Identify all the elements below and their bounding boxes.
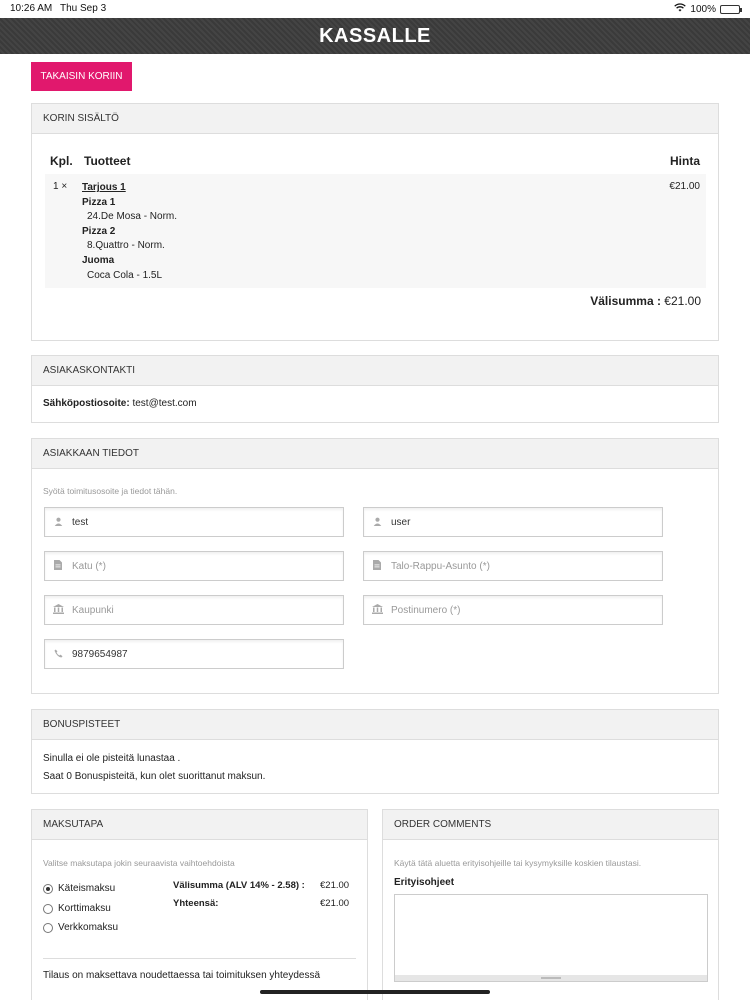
last-name-input[interactable] xyxy=(391,517,651,528)
item-value: 8.Quattro - Norm. xyxy=(87,240,165,252)
option-label: Korttimaksu xyxy=(58,903,111,914)
back-to-cart-button[interactable]: TAKAISIN KORIIN xyxy=(31,62,132,91)
item-label: Pizza 1 xyxy=(82,196,116,208)
postal-input[interactable] xyxy=(391,605,651,616)
option-label: Käteismaksu xyxy=(58,883,116,894)
house-field[interactable] xyxy=(363,551,663,581)
payment-subtotal-label: Välisumma (ALV 14% - 2.58) : xyxy=(173,880,305,891)
item-value: 24.De Mosa - Norm. xyxy=(87,211,178,223)
textarea-resize-handle[interactable] xyxy=(395,975,707,981)
city-field[interactable] xyxy=(44,595,344,625)
option-label: Verkkomaksu xyxy=(58,922,119,933)
cart-subtotal xyxy=(590,294,701,308)
status-right xyxy=(674,3,740,15)
comments-panel xyxy=(382,809,719,1000)
customer-details-panel xyxy=(31,438,719,694)
status-date: Thu Sep 3 xyxy=(60,3,107,14)
item-label: Juoma xyxy=(82,254,115,266)
house-input[interactable] xyxy=(391,561,651,572)
contact-panel xyxy=(31,355,719,423)
col-products: Tuotteet xyxy=(84,154,131,168)
offer-link[interactable]: Tarjous 1 xyxy=(82,182,126,193)
document-icon xyxy=(371,560,383,572)
address-hint: Syötä toimitusosoite ja tiedot tähän. xyxy=(43,486,178,496)
subtotal-label: Välisumma : xyxy=(590,294,661,308)
subtotal-value: €21.00 xyxy=(664,294,701,308)
cart-panel xyxy=(31,103,719,341)
cart-item-details xyxy=(82,181,177,283)
street-field[interactable] xyxy=(44,551,344,581)
payment-option-online[interactable] xyxy=(43,922,118,933)
item-value: Coca Cola - 1.5L xyxy=(87,269,163,281)
bank-icon xyxy=(52,604,64,616)
comments-hint: Käytä tätä aluetta erityisohjeille tai kysymyksille koskien tilaustasi. xyxy=(394,858,642,868)
special-instructions-label: Erityisohjeet xyxy=(394,877,455,888)
radio-card[interactable] xyxy=(43,904,53,914)
phone-icon xyxy=(52,649,64,660)
bonus-heading: BONUSPISTEET xyxy=(32,710,718,740)
bank-icon xyxy=(371,604,383,616)
battery-icon xyxy=(720,5,740,14)
radio-cash[interactable] xyxy=(43,884,53,894)
col-price: Hinta xyxy=(670,154,700,168)
payment-subtotal-value: €21.00 xyxy=(320,880,350,891)
page-title: KASSALLE xyxy=(319,24,431,47)
bonus-text-2: Saat 0 Bonuspisteitä, kun olet suorittanut maksun. xyxy=(43,771,266,782)
cart-item-price: €21.00 xyxy=(669,181,700,192)
phone-field[interactable] xyxy=(44,639,344,669)
first-name-field[interactable] xyxy=(44,507,344,537)
bonus-text-1: Sinulla ei ole pisteitä lunastaa . xyxy=(43,753,181,764)
status-time: 10:26 AM xyxy=(10,3,53,14)
cart-item-qty: 1 × xyxy=(53,181,68,192)
postal-field[interactable] xyxy=(363,595,663,625)
customer-details-heading: ASIAKKAAN TIEDOT xyxy=(32,439,718,469)
bonus-panel xyxy=(31,709,719,794)
comments-heading: ORDER COMMENTS xyxy=(383,810,718,840)
home-indicator xyxy=(260,990,490,994)
city-input[interactable] xyxy=(72,605,332,616)
email-value: test@test.com xyxy=(132,398,197,409)
payment-note: Tilaus on maksettava noudettaessa tai toimituksen yhteydessä xyxy=(43,970,321,981)
user-icon xyxy=(52,517,64,528)
battery-percent: 100% xyxy=(690,3,716,15)
payment-hint: Valitse maksutapa jokin seuraavista vaihtoehdoista xyxy=(43,858,235,868)
radio-online[interactable] xyxy=(43,923,53,933)
last-name-field[interactable] xyxy=(363,507,663,537)
document-icon xyxy=(52,560,64,572)
email-line xyxy=(43,398,197,409)
payment-total-label: Yhteensä: xyxy=(173,898,219,909)
cart-panel-heading: KORIN SISÄLTÖ xyxy=(32,104,718,134)
payment-heading: MAKSUTAPA xyxy=(32,810,367,840)
payment-panel xyxy=(31,809,368,1000)
wifi-icon xyxy=(674,3,686,15)
payment-divider xyxy=(43,958,356,959)
page-header xyxy=(0,18,750,54)
phone-input[interactable] xyxy=(72,649,332,660)
status-bar xyxy=(0,0,750,18)
first-name-input[interactable] xyxy=(72,517,332,528)
col-qty: Kpl. xyxy=(50,154,73,168)
payment-option-card[interactable] xyxy=(43,903,111,914)
payment-option-cash[interactable] xyxy=(43,883,115,894)
contact-panel-heading: ASIAKASKONTAKTI xyxy=(32,356,718,386)
user-icon xyxy=(371,517,383,528)
email-label: Sähköpostiosoite: xyxy=(43,398,130,409)
cart-item-row xyxy=(45,174,706,288)
item-label: Pizza 2 xyxy=(82,225,116,237)
special-instructions-textarea[interactable] xyxy=(394,894,708,982)
street-input[interactable] xyxy=(72,561,332,572)
payment-total-value: €21.00 xyxy=(320,898,350,909)
